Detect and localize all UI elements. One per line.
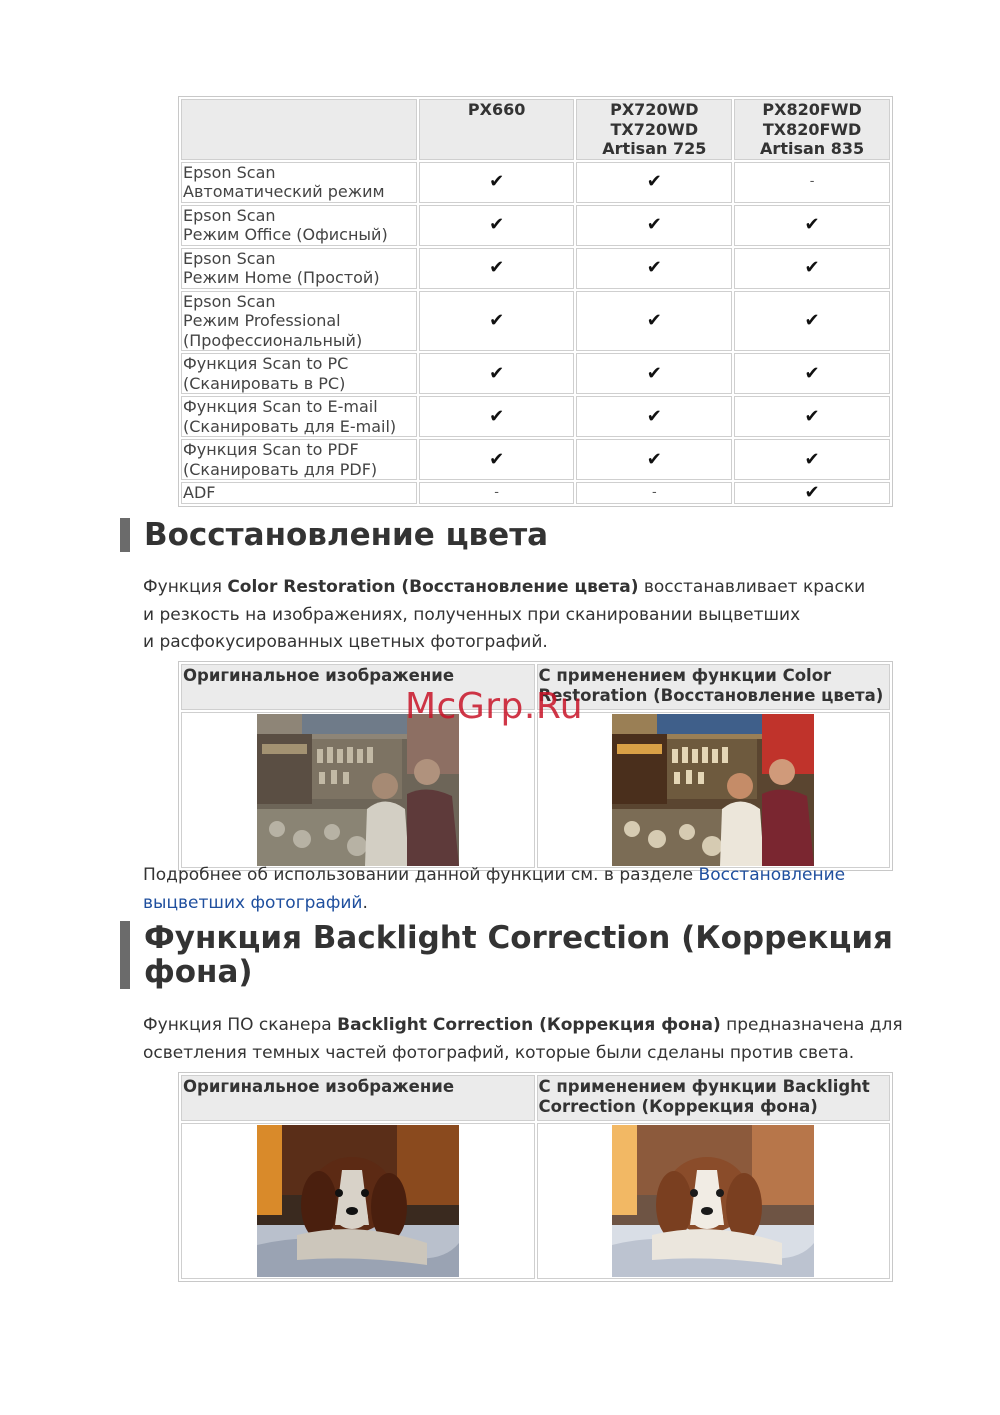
feature-comparison-table: [178, 96, 893, 507]
label-line: Режим Office (Офисный): [183, 225, 388, 244]
section-heading-color-restoration: Восстановление цвета: [120, 518, 548, 552]
checkmark-icon: ✔: [576, 205, 732, 246]
para-bold-term: Backlight Correction (Коррекция фона): [337, 1015, 721, 1035]
header-line: TX820FWD: [762, 119, 862, 139]
label-line: (Профессиональный): [183, 330, 363, 350]
header-corner-cell: [181, 99, 417, 160]
label-line: Epson Scan: [183, 205, 276, 225]
checkmark-icon: ✔: [419, 205, 575, 246]
para-text: предназначена для: [720, 1015, 903, 1035]
table-row: [181, 248, 890, 289]
label-line: (Сканировать для PDF): [183, 459, 378, 479]
header-line: С применением функции Color: [538, 666, 832, 685]
restored-image-cell: [537, 712, 891, 868]
para-text: и расфокусированных цветных фотографий.: [143, 632, 548, 652]
table-row: [181, 353, 890, 394]
label-line: Epson Scan: [183, 291, 276, 311]
link-text: выцветших фотографий: [143, 892, 363, 913]
corrected-image-header: [537, 1075, 891, 1121]
label-line: Epson Scan: [183, 162, 276, 182]
header-line: PX660: [467, 100, 526, 119]
checkmark-icon: ✔: [419, 248, 575, 289]
checkmark-icon: ✔: [734, 439, 890, 480]
label-line: Функция Scan to PDF: [183, 440, 359, 459]
label-line: Epson Scan: [183, 248, 276, 268]
market-photo-faded: [257, 714, 459, 866]
more-info-paragraph: [143, 862, 903, 917]
checkmark-icon: ✔: [734, 248, 890, 289]
row-label: [181, 396, 417, 437]
section-heading-backlight-correction: [120, 921, 944, 989]
checkmark-icon: ✔: [576, 291, 732, 352]
label-line: Автоматический режим: [183, 182, 385, 201]
checkmark-icon: ✔: [576, 353, 732, 394]
color-restoration-description: [143, 574, 903, 657]
checkmark-icon: ✔: [576, 248, 732, 289]
table-row: [181, 291, 890, 352]
header-line: Artisan 725: [602, 139, 707, 158]
table-header-row: [181, 99, 890, 160]
para-text: и резкость на изображениях, полученных при сканировании выцветших: [143, 604, 801, 625]
header-line: Correction (Коррекция фона): [538, 1096, 818, 1116]
backlight-comparison-table: [178, 1072, 893, 1282]
checkmark-icon: ✔: [734, 396, 890, 437]
table-row: [181, 205, 890, 246]
backlight-description: [143, 1012, 903, 1067]
comparison-image-row: [181, 712, 890, 868]
comparison-header-row: [181, 1075, 890, 1121]
row-label: [181, 162, 417, 203]
para-text: восстанавливает краски: [638, 577, 866, 597]
checkmark-icon: ✔: [419, 291, 575, 352]
label-line: Режим Home (Простой): [183, 268, 380, 287]
header-line: С применением функции Backlight: [538, 1077, 870, 1096]
checkmark-icon: ✔: [734, 291, 890, 352]
para-text: Подробнее об использовании данной функции см. в разделе: [143, 865, 699, 885]
table-row: [181, 162, 890, 203]
market-photo-restored: [612, 714, 814, 866]
heading-line: фона): [144, 954, 253, 990]
header-line: Оригинальное изображение: [183, 1077, 455, 1096]
checkmark-icon: ✔: [576, 396, 732, 437]
header-model-px720wd: [576, 99, 732, 160]
dash-mark: -: [734, 162, 890, 203]
checkmark-icon: ✔: [419, 396, 575, 437]
original-image-header: [181, 1075, 535, 1121]
header-line: PX820FWD: [762, 100, 862, 119]
dog-photo-dark: [257, 1125, 459, 1277]
para-text: Функция: [143, 577, 228, 597]
comparison-image-row: [181, 1123, 890, 1279]
header-line: PX720WD: [610, 100, 699, 119]
checkmark-icon: ✔: [576, 162, 732, 203]
para-bold-term: Color Restoration (Восстановление цвета): [227, 577, 639, 597]
header-model-px820fwd: [734, 99, 890, 160]
para-text: Функция ПО сканера: [143, 1015, 338, 1035]
checkmark-icon: ✔: [576, 439, 732, 480]
label-line: Функция Scan to E-mail: [183, 397, 378, 416]
label-line: Функция Scan to PC: [183, 354, 349, 373]
checkmark-icon: ✔: [734, 353, 890, 394]
original-image-cell: [181, 712, 535, 868]
para-text: осветления темных частей фотографий, которые были сделаны против света.: [143, 1042, 855, 1063]
label-line: (Сканировать для E-mail): [183, 416, 397, 436]
original-image-cell: [181, 1123, 535, 1279]
row-label: [181, 439, 417, 480]
dash-mark: -: [419, 482, 575, 504]
row-label: [181, 248, 417, 289]
label-line: ADF: [183, 483, 216, 502]
checkmark-icon: ✔: [419, 439, 575, 480]
label-line: Режим Professional: [183, 311, 341, 330]
row-label: [181, 291, 417, 352]
watermark-text: McGrp.Ru: [405, 686, 584, 727]
header-line: Artisan 835: [760, 139, 865, 158]
table-row: [181, 439, 890, 480]
row-label: [181, 482, 417, 504]
table-row: [181, 482, 890, 504]
row-label: [181, 353, 417, 394]
table-row: [181, 396, 890, 437]
header-line: TX720WD: [610, 119, 699, 139]
header-model-px660: [419, 99, 575, 160]
link-text: Восстановление: [698, 865, 846, 885]
checkmark-icon: ✔: [734, 205, 890, 246]
checkmark-icon: ✔: [734, 482, 890, 504]
restored-image-header: [537, 664, 891, 710]
header-line: Оригинальное изображение: [183, 666, 455, 685]
dog-photo-corrected: [612, 1125, 814, 1277]
checkmark-icon: ✔: [419, 162, 575, 203]
heading-line: Функция Backlight Correction (Коррекция: [144, 920, 893, 956]
row-label: [181, 205, 417, 246]
dash-mark: -: [576, 482, 732, 504]
header-line: Restoration (Восстановление цвета): [538, 685, 884, 705]
checkmark-icon: ✔: [419, 353, 575, 394]
label-line: (Сканировать в PC): [183, 373, 346, 393]
para-text: .: [362, 892, 368, 913]
corrected-image-cell: [537, 1123, 891, 1279]
